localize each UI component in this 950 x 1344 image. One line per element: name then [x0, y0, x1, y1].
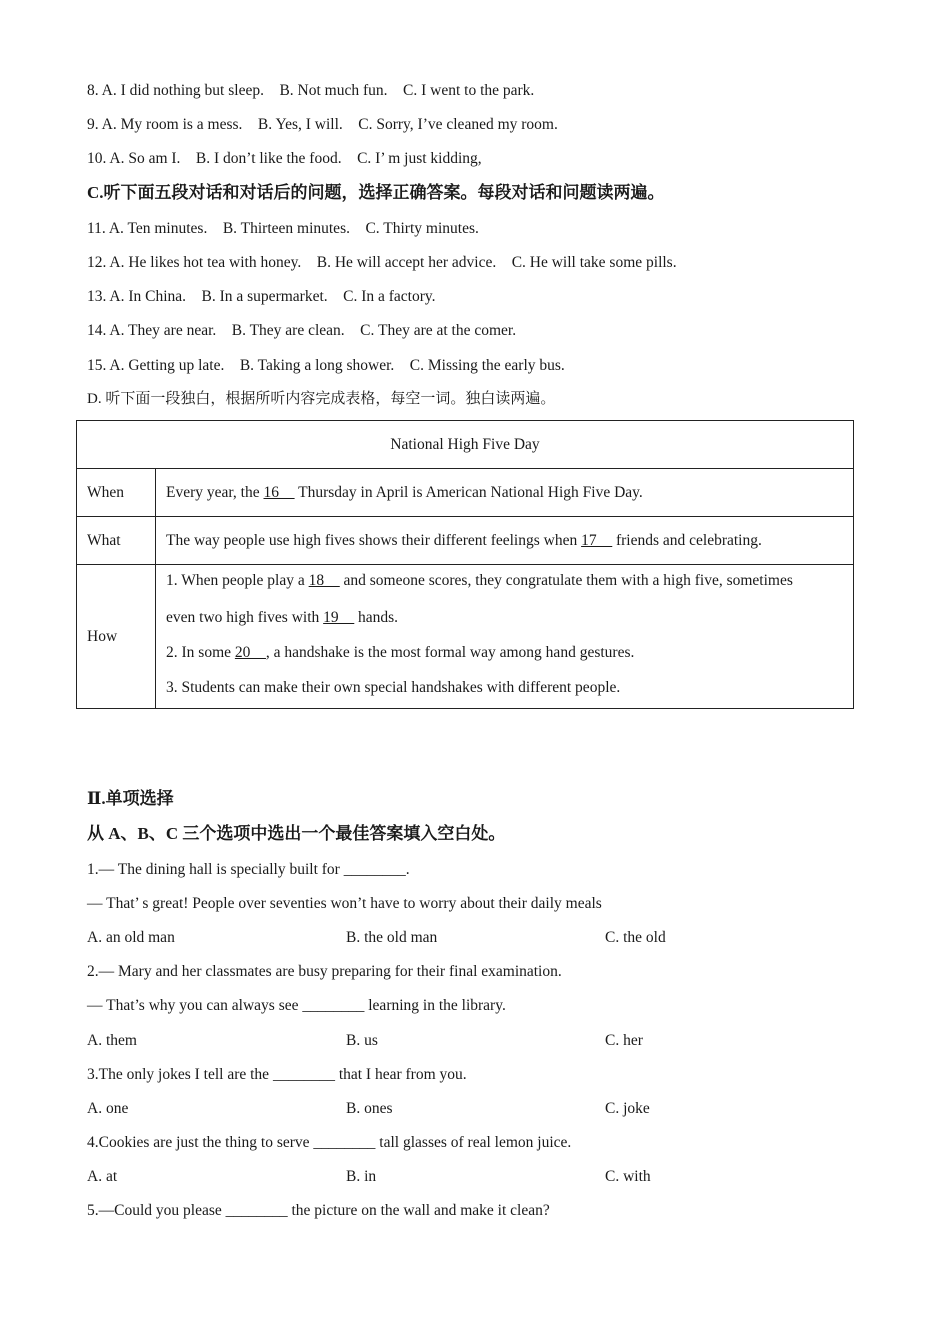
section-c-heading: C.听下面五段对话和对话后的问题，选择正确答案。每段对话和问题读两遍。 — [87, 183, 665, 202]
what-text-post: friends and celebrating. — [612, 531, 762, 549]
blank-19: 19__ — [323, 609, 355, 626]
q1-option-a: A. an old man — [87, 929, 175, 946]
row-label-when: When — [77, 469, 156, 517]
q1-option-c: C. the old — [605, 929, 666, 946]
question-10: 10. A. So am I. B. I don’t like the food. C. I’ m just kidding, — [87, 150, 482, 167]
how-1-pre: 1. When people play a — [166, 572, 309, 589]
q2-option-b: B. us — [346, 1032, 378, 1049]
high-five-table — [76, 420, 854, 709]
how-1b-post: hands. — [354, 609, 399, 626]
table-row-how — [77, 565, 854, 709]
row-label-how: How — [77, 565, 156, 709]
how-1b-pre: even two high fives with — [166, 609, 324, 626]
mc-question-5: 5.—Could you please ________ the picture on the wall and make it clean? — [87, 1202, 550, 1219]
mc-question-3: 3.The only jokes I tell are the ________ that I hear from you. — [87, 1066, 467, 1083]
q4-option-c: C. with — [605, 1168, 651, 1185]
question-13: 13. A. In China. B. In a supermarket. C. In a factory. — [87, 288, 436, 305]
q4-option-b: B. in — [346, 1168, 377, 1185]
mc-question-1-b: — That’ s great! People over seventies won’t have to worry about their daily meals — [87, 895, 602, 912]
question-11: 11. A. Ten minutes. B. Thirteen minutes. C. Thirty minutes. — [87, 220, 479, 237]
question-12: 12. A. He likes hot tea with honey. B. He will accept her advice. C. He will take some pills. — [87, 254, 677, 271]
blank-20: 20__ — [234, 644, 266, 661]
how-1-post: and someone scores, they congratulate them with a high five, sometimes — [339, 572, 793, 589]
q3-option-b: B. ones — [346, 1100, 393, 1117]
part2-instruction: 从 A、B、C 三个选项中选出一个最佳答案填入空白处。 — [87, 824, 506, 843]
q1-option-b: B. the old man — [346, 929, 438, 946]
row-label-what: What — [77, 517, 156, 565]
q3-option-c: C. joke — [605, 1100, 650, 1117]
blank-17: 17__ — [581, 531, 613, 549]
how-line-2 — [166, 643, 843, 663]
row-content-when — [156, 469, 854, 517]
what-text-pre: The way people use high fives shows their different feelings when — [166, 531, 582, 549]
how-2-pre: 2. In some — [166, 644, 235, 661]
how-2-post: , a handshake is the most formal way among hand gestures. — [265, 644, 635, 661]
mc-question-2-b: — That’s why you can always see ________ learning in the library. — [87, 997, 506, 1014]
blank-18: 18__ — [308, 572, 340, 589]
q3-option-a: A. one — [87, 1100, 129, 1117]
q2-option-c: C. her — [605, 1032, 643, 1049]
row-content-what — [156, 517, 854, 565]
question-15: 15. A. Getting up late. B. Taking a long shower. C. Missing the early bus. — [87, 357, 565, 374]
q4-option-a: A. at — [87, 1168, 118, 1185]
blank-16: 16__ — [263, 483, 295, 501]
section-d-heading: D. 听下面一段独白，根据所听内容完成表格，每空一词。独白读两遍。 — [87, 391, 556, 407]
table-title: National High Five Day — [77, 421, 854, 469]
table-row-what — [77, 517, 854, 565]
part2-heading: Ⅱ.单项选择 — [87, 789, 174, 808]
when-text-pre: Every year, the — [166, 483, 264, 501]
question-14: 14. A. They are near. B. They are clean. C. They are at the comer. — [87, 322, 517, 339]
how-line-1b — [166, 608, 843, 628]
how-line-1 — [166, 571, 843, 591]
question-9: 9. A. My room is a mess. B. Yes, I will. C. Sorry, I’ve cleaned my room. — [87, 116, 558, 133]
mc-question-2-a: 2.— Mary and her classmates are busy preparing for their final examination. — [87, 963, 562, 980]
mc-question-1-a: 1.— The dining hall is specially built for ________. — [87, 861, 410, 878]
row-content-how — [156, 565, 854, 709]
when-text-post: Thursday in April is American National High Five Day. — [294, 483, 643, 501]
how-line-3: 3. Students can make their own special handshakes with different people. — [166, 679, 621, 696]
question-8: 8. A. I did nothing but sleep. B. Not much fun. C. I went to the park. — [87, 82, 535, 99]
table-row-when — [77, 469, 854, 517]
mc-question-4: 4.Cookies are just the thing to serve ________ tall glasses of real lemon juice. — [87, 1134, 572, 1151]
q2-option-a: A. them — [87, 1032, 137, 1049]
